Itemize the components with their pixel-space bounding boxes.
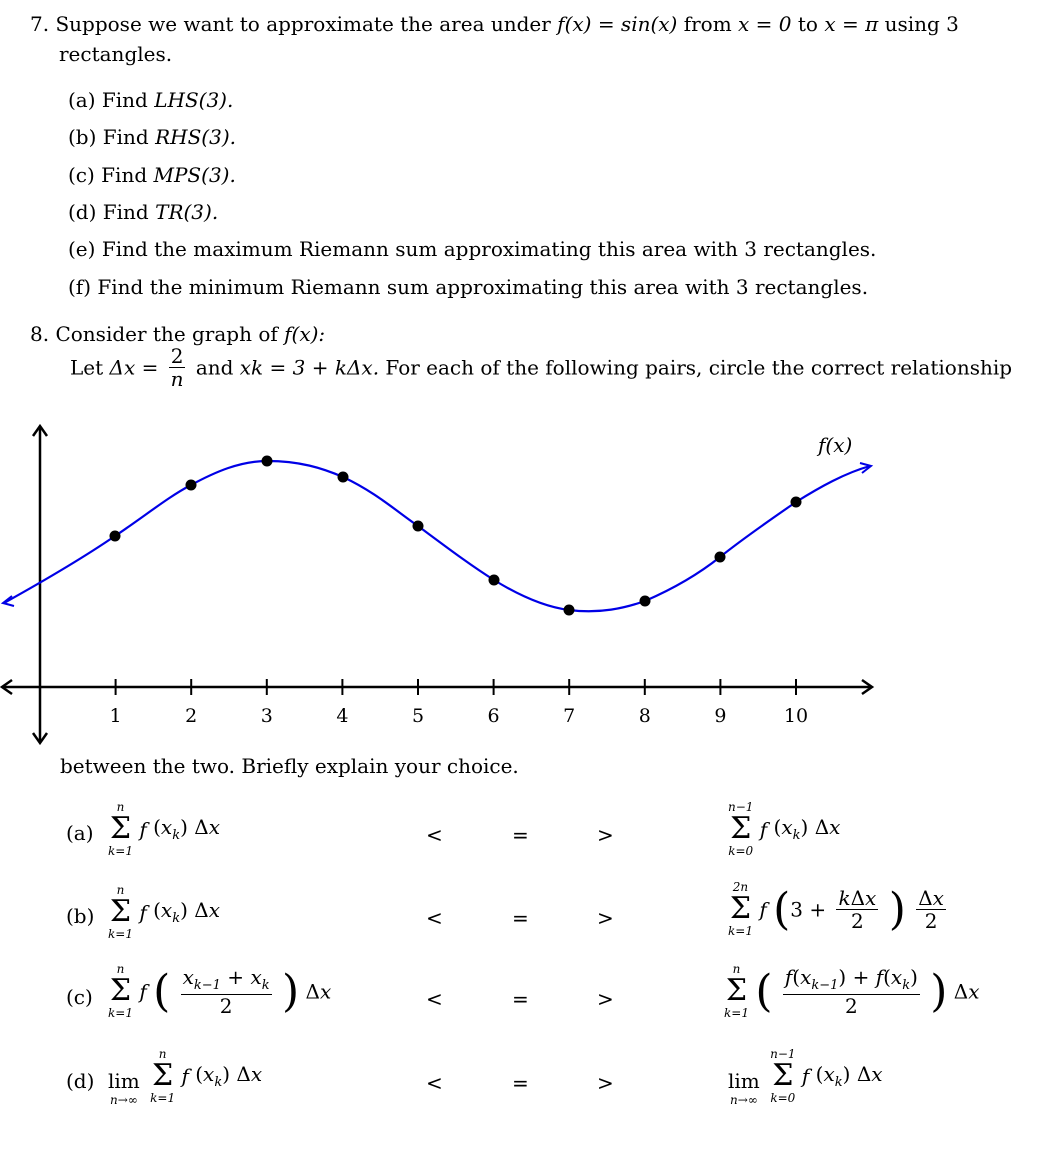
row-d-less-than[interactable]: < xyxy=(426,1071,443,1095)
row-a-left-expr: n Σ k=1 f $(x_k)$ Δx xyxy=(108,800,220,859)
curve-label: f(x) xyxy=(818,433,853,457)
x-tick-label-7: 7 xyxy=(563,705,576,727)
row-b-right-expr: 2n Σ k=1 f (3 + $\frac{\text{kΔx}}{2}$ ) $\frac{\Delta x}{2}$ xyxy=(728,880,944,939)
row-d-equals[interactable]: = xyxy=(512,1071,529,1095)
part-d: (d) Find TR(3). xyxy=(68,200,219,224)
row-d-left-expr: lim n→∞ n Σ k=1 f $(x_k)$ Δx xyxy=(108,1046,263,1107)
row-a-right-expr: n−1 Σ k=0 f $(x_k)$ Δx xyxy=(728,800,841,859)
curve-f xyxy=(4,461,870,611)
row-c-left-expr: n Σ k=1 f ( $\frac{x_{k-1} + x_k}{2}$ ) Δx xyxy=(108,962,332,1021)
row-a-greater-than[interactable]: > xyxy=(597,823,614,847)
part-a: (a) Find LHS(3). xyxy=(68,88,234,112)
x-tick-label-4: 4 xyxy=(336,705,349,727)
function-graph xyxy=(0,420,1056,750)
curve-point-5 xyxy=(413,521,424,532)
row-a-label: (a) xyxy=(66,821,94,845)
problem-7-line1: 7. Suppose we want to approximate the area under f(x) = sin(x) from x = 0 to x = π using 3 xyxy=(30,12,959,36)
row-c-greater-than[interactable]: > xyxy=(597,987,614,1011)
row-d-right-expr: lim n→∞ n−1 Σ k=0 f $(x_k)$ Δx xyxy=(728,1046,883,1107)
problem-8-line3: between the two. Briefly explain your choice. xyxy=(60,754,519,778)
row-c-label: (c) xyxy=(66,985,93,1009)
row-d-greater-than[interactable]: > xyxy=(597,1071,614,1095)
part-e: (e) Find the maximum Riemann sum approximating this area with 3 rectangles. xyxy=(68,237,877,261)
row-b-left-expr: n Σ k=1 f $(x_k)$ Δx xyxy=(108,883,220,942)
x-tick-label-9: 9 xyxy=(714,705,727,727)
x-tick-label-3: 3 xyxy=(260,705,273,727)
problem-7-line2: rectangles. xyxy=(59,42,173,66)
curve-point-3 xyxy=(262,456,273,467)
curve-point-9 xyxy=(715,552,726,563)
x-tick-label-10: 10 xyxy=(783,705,809,727)
delta-x-fraction: $\frac{2}{n}$ xyxy=(170,344,184,391)
x-tick-label-1: 1 xyxy=(109,705,122,727)
part-b: (b) Find RHS(3). xyxy=(68,125,236,149)
curve-point-6 xyxy=(489,575,500,586)
row-d-label: (d) xyxy=(66,1069,95,1093)
row-a-less-than[interactable]: < xyxy=(426,823,443,847)
row-c-equals[interactable]: = xyxy=(512,987,529,1011)
row-b-less-than[interactable]: < xyxy=(426,906,443,930)
row-b-label: (b) xyxy=(66,904,95,928)
problem-8-line1: 8. Consider the graph of f(x): xyxy=(30,322,326,346)
curve-point-7 xyxy=(564,605,575,616)
x-tick-label-5: 5 xyxy=(411,705,425,727)
curve-point-1 xyxy=(110,531,121,542)
curve-point-10 xyxy=(791,497,802,508)
curve-point-2 xyxy=(186,480,197,491)
part-c: (c) Find MPS(3). xyxy=(68,163,236,187)
row-c-right-expr: n Σ k=1 ( $\frac{f(x_{k-1}) + f(x_k)}{2}$ ) Δx xyxy=(724,962,980,1021)
curve-point-8 xyxy=(640,596,651,607)
x-tick-label-2: 2 xyxy=(185,705,198,727)
row-a-equals[interactable]: = xyxy=(512,823,529,847)
curve-point-4 xyxy=(338,472,349,483)
x-tick-label-8: 8 xyxy=(638,705,651,727)
part-f: (f) Find the minimum Riemann sum approximating this area with 3 rectangles. xyxy=(68,275,869,299)
row-b-equals[interactable]: = xyxy=(512,906,529,930)
x-tick-label-6: 6 xyxy=(487,705,500,727)
problem-8-line2: Let Δx = $\frac{2}{n}$ and xk = 3 + kΔx. For each of the following pairs, circle the correct relationship xyxy=(70,344,1013,391)
row-b-greater-than[interactable]: > xyxy=(597,906,614,930)
row-c-less-than[interactable]: < xyxy=(426,987,443,1011)
